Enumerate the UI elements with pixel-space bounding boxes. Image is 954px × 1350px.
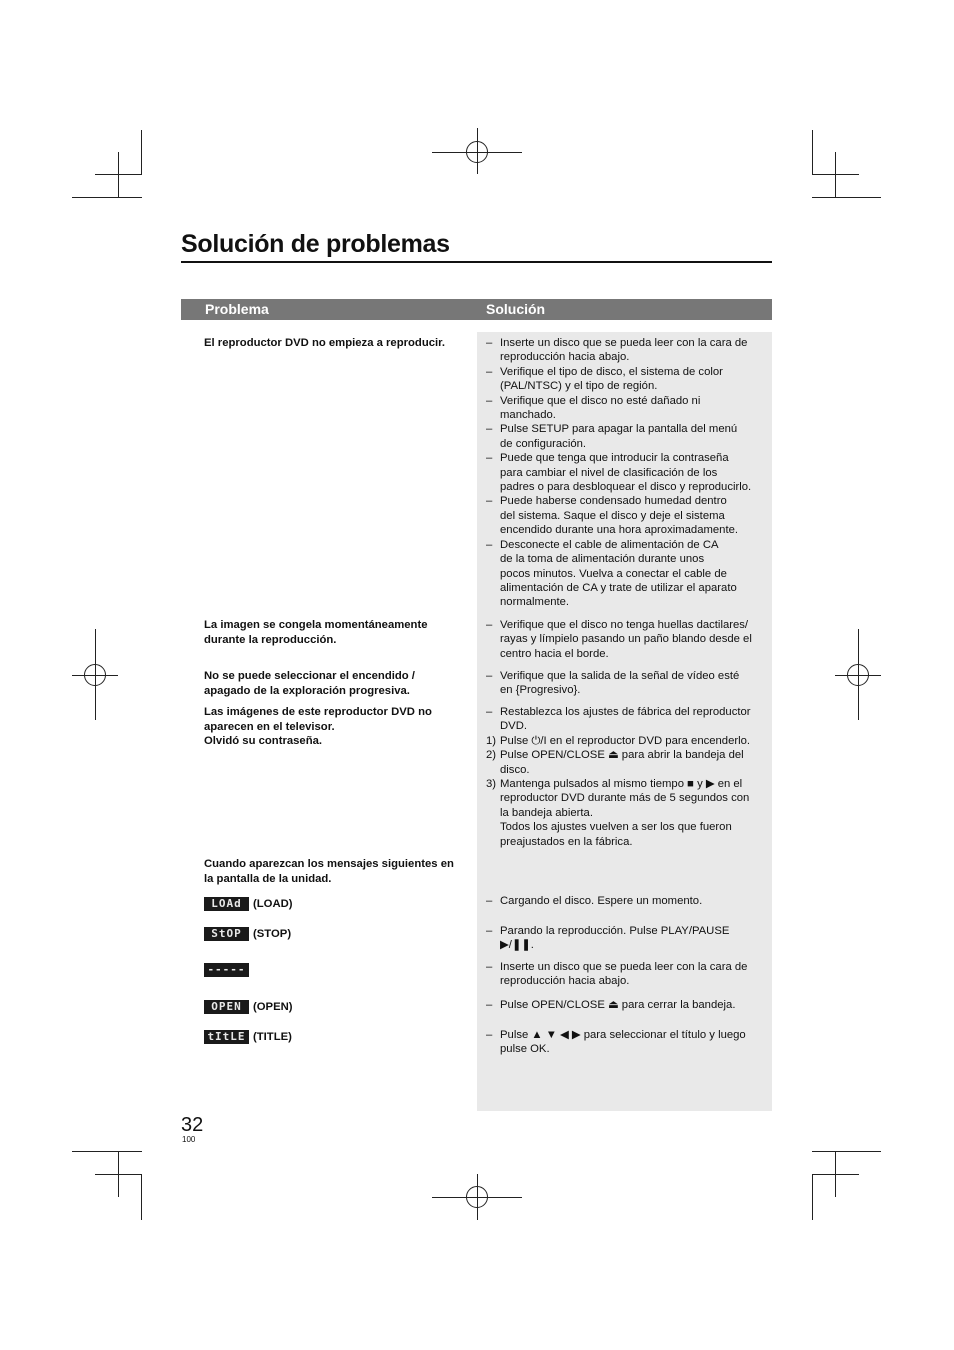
solution-line: normalmente. (500, 596, 570, 609)
bullet-marker: – (486, 452, 493, 465)
lcd-caption: (LOAD) (253, 898, 293, 910)
solution-line: manchado. (500, 409, 556, 422)
bullet-marker: – (486, 895, 493, 907)
solution-list (486, 618, 770, 661)
solution-line: para cambiar el nivel de clasificación de los (500, 466, 718, 479)
solution-line: Verifique que el disco no esté dañado ni (500, 394, 701, 407)
solution-line: Cargando el disco. Espere un momento. (500, 895, 703, 907)
solution-line: Desconecte el cable de alimentación de CA (500, 538, 719, 551)
solution-list (486, 1028, 770, 1057)
page-subnumber: 100 (182, 1135, 196, 1144)
problem-line: aparecen en el televisor. (204, 720, 335, 733)
problem-text (204, 857, 474, 886)
solution-line: Todos los ajustes vuelven a ser los que fueron (500, 821, 732, 834)
step-number: 3) (486, 778, 497, 791)
solution-line: Pulse OPEN/CLOSE ⏏ para cerrar la bandeja. (500, 999, 736, 1011)
solution-item (486, 365, 770, 394)
solution-line: DVD. (500, 720, 527, 733)
solution-line: Inserte un disco que se pueda leer con la cara de (500, 337, 748, 349)
solution-line: disco. (500, 763, 530, 776)
page-number: 32 (181, 1114, 204, 1136)
solution-line: encendido durante una hora aproximadamente. (500, 524, 739, 537)
solution-line: Verifique que el disco no tenga huellas dactilares/ (500, 619, 749, 631)
solution-line: padres o para desbloquear el disco y reproducirlo. (500, 481, 752, 494)
solution-line: Parando la reproducción. Pulse PLAY/PAUSE (500, 925, 730, 937)
step-item (486, 748, 770, 777)
solution-line: Verifique el tipo de disco, el sistema de color (500, 365, 723, 378)
problem-line: la pantalla de la unidad. (204, 872, 332, 885)
solution-line: Pulse ▲ ▼ ◀ ▶ para seleccionar el título y luego (500, 1029, 746, 1041)
problem-line: La imagen se congela momentáneamente (204, 619, 428, 631)
solution-item (486, 336, 770, 365)
solution-line: de la toma de alimentación durante unos (500, 553, 705, 566)
solution-line: Pulse OPEN/CLOSE ⏏ para abrir la bandeja del (500, 749, 744, 762)
step-item (486, 777, 770, 849)
lcd-display: LOAd (204, 897, 249, 911)
solution-line: centro hacia el borde. (500, 647, 609, 660)
problem-text (204, 618, 474, 647)
solution-line: pocos minutos. Vuelva a conectar el cable de (500, 567, 727, 580)
lcd-display: OPEN (204, 1000, 249, 1014)
solution-line: la bandeja abierta. (500, 806, 593, 819)
bullet-marker: – (486, 1029, 493, 1041)
solution-line: Mantenga pulsados al mismo tiempo ■ y ▶ en el (500, 778, 743, 791)
solution-line: Inserte un disco que se pueda leer con la cara de (500, 961, 748, 973)
solution-line: Verifique que la salida de la señal de vídeo esté (500, 670, 740, 682)
lcd-caption: (TITLE) (253, 1031, 292, 1043)
problem-line: durante la reproducción. (204, 633, 337, 646)
solution-line: rayas y límpielo pasando un paño blando desde el (500, 633, 752, 646)
solution-line: reproductor DVD durante más de 5 segundos con (500, 792, 750, 805)
lcd-display: tItLE (204, 1030, 249, 1044)
solution-item (486, 394, 770, 423)
problem-line: apagado de la exploración progresiva. (204, 684, 410, 697)
step-number: 1) (486, 734, 497, 747)
solution-item (486, 705, 770, 734)
solution-line: en {Progresivo}. (500, 684, 581, 697)
solution-list (486, 960, 770, 989)
solution-line: Pulse ⏻/I en el reproductor DVD para encenderlo. (500, 734, 751, 747)
lcd-caption: (OPEN) (253, 1001, 293, 1013)
solution-line: Puede haberse condensado humedad dentro (500, 495, 727, 508)
solution-list (486, 998, 770, 1012)
bullet-marker: – (486, 670, 493, 682)
display-message-dashes (204, 963, 249, 977)
problem-line: Cuando aparezcan los mensajes siguientes en (204, 858, 454, 870)
column-header-problem: Problema (205, 301, 269, 317)
solution-item (486, 538, 770, 610)
lcd-display: StOP (204, 927, 249, 941)
bullet-marker: – (486, 394, 493, 407)
bullet-marker: – (486, 999, 493, 1011)
solution-item (486, 451, 770, 494)
bullet-marker: – (486, 619, 493, 631)
problem-text (204, 669, 474, 698)
bullet-marker: – (486, 706, 493, 718)
solution-line: Pulse SETUP para apagar la pantalla del menú (500, 423, 738, 436)
bullet-marker: – (486, 365, 493, 378)
solution-item (486, 669, 770, 698)
problem-text (204, 705, 474, 749)
solution-line: ▶/❚❚. (500, 939, 534, 952)
solution-line: reproducción hacia abajo. (500, 351, 630, 364)
bullet-marker: – (486, 495, 493, 508)
display-message-open (204, 1000, 293, 1014)
solution-line: Puede que tenga que introducir la contraseña (500, 452, 729, 465)
solution-list (486, 924, 770, 953)
bullet-marker: – (486, 538, 493, 551)
page-title: Solución de problemas (181, 230, 772, 263)
solution-line: del sistema. Saque el disco y deje el sistema (500, 509, 725, 522)
solution-list (486, 894, 770, 908)
solution-item (486, 494, 770, 537)
solution-line: alimentación de CA y trate de utilizar el aparato (500, 581, 737, 594)
problem-line: Olvidó su contraseña. (204, 735, 323, 747)
column-header-solution: Solución (486, 301, 546, 317)
problem-text (204, 336, 474, 351)
solution-line: (PAL/NTSC) y el tipo de región. (500, 380, 658, 393)
problem-line: Las imágenes de este reproductor DVD no (204, 706, 432, 718)
display-message-load (204, 897, 293, 911)
display-message-stop (204, 927, 291, 941)
solution-item (486, 960, 770, 989)
problem-line: No se puede seleccionar el encendido / (204, 670, 415, 682)
bullet-marker: – (486, 423, 493, 436)
bullet-marker: – (486, 961, 493, 973)
lcd-display: ----- (204, 963, 249, 977)
bullet-marker: – (486, 925, 493, 937)
solution-line: pulse OK. (500, 1043, 550, 1056)
solution-item (486, 894, 770, 908)
solution-line: reproducción hacia abajo. (500, 975, 630, 988)
solution-line: Restablezca los ajustes de fábrica del reproductor (500, 706, 751, 718)
solution-item (486, 998, 770, 1012)
step-number: 2) (486, 749, 497, 762)
solution-item (486, 618, 770, 661)
solution-list (486, 336, 770, 610)
solution-list (486, 669, 770, 698)
solution-line: preajustados en la fábrica. (500, 835, 633, 848)
lcd-caption: (STOP) (253, 928, 292, 940)
solution-item (486, 924, 770, 953)
solution-line: de configuración. (500, 437, 587, 450)
solution-item (486, 1028, 770, 1057)
solution-item (486, 422, 770, 451)
solution-list (486, 705, 770, 849)
display-message-title (204, 1030, 292, 1044)
step-item (486, 734, 770, 748)
bullet-marker: – (486, 337, 493, 349)
problem-line: El reproductor DVD no empieza a reproducir. (204, 337, 446, 349)
table-header (181, 299, 772, 320)
